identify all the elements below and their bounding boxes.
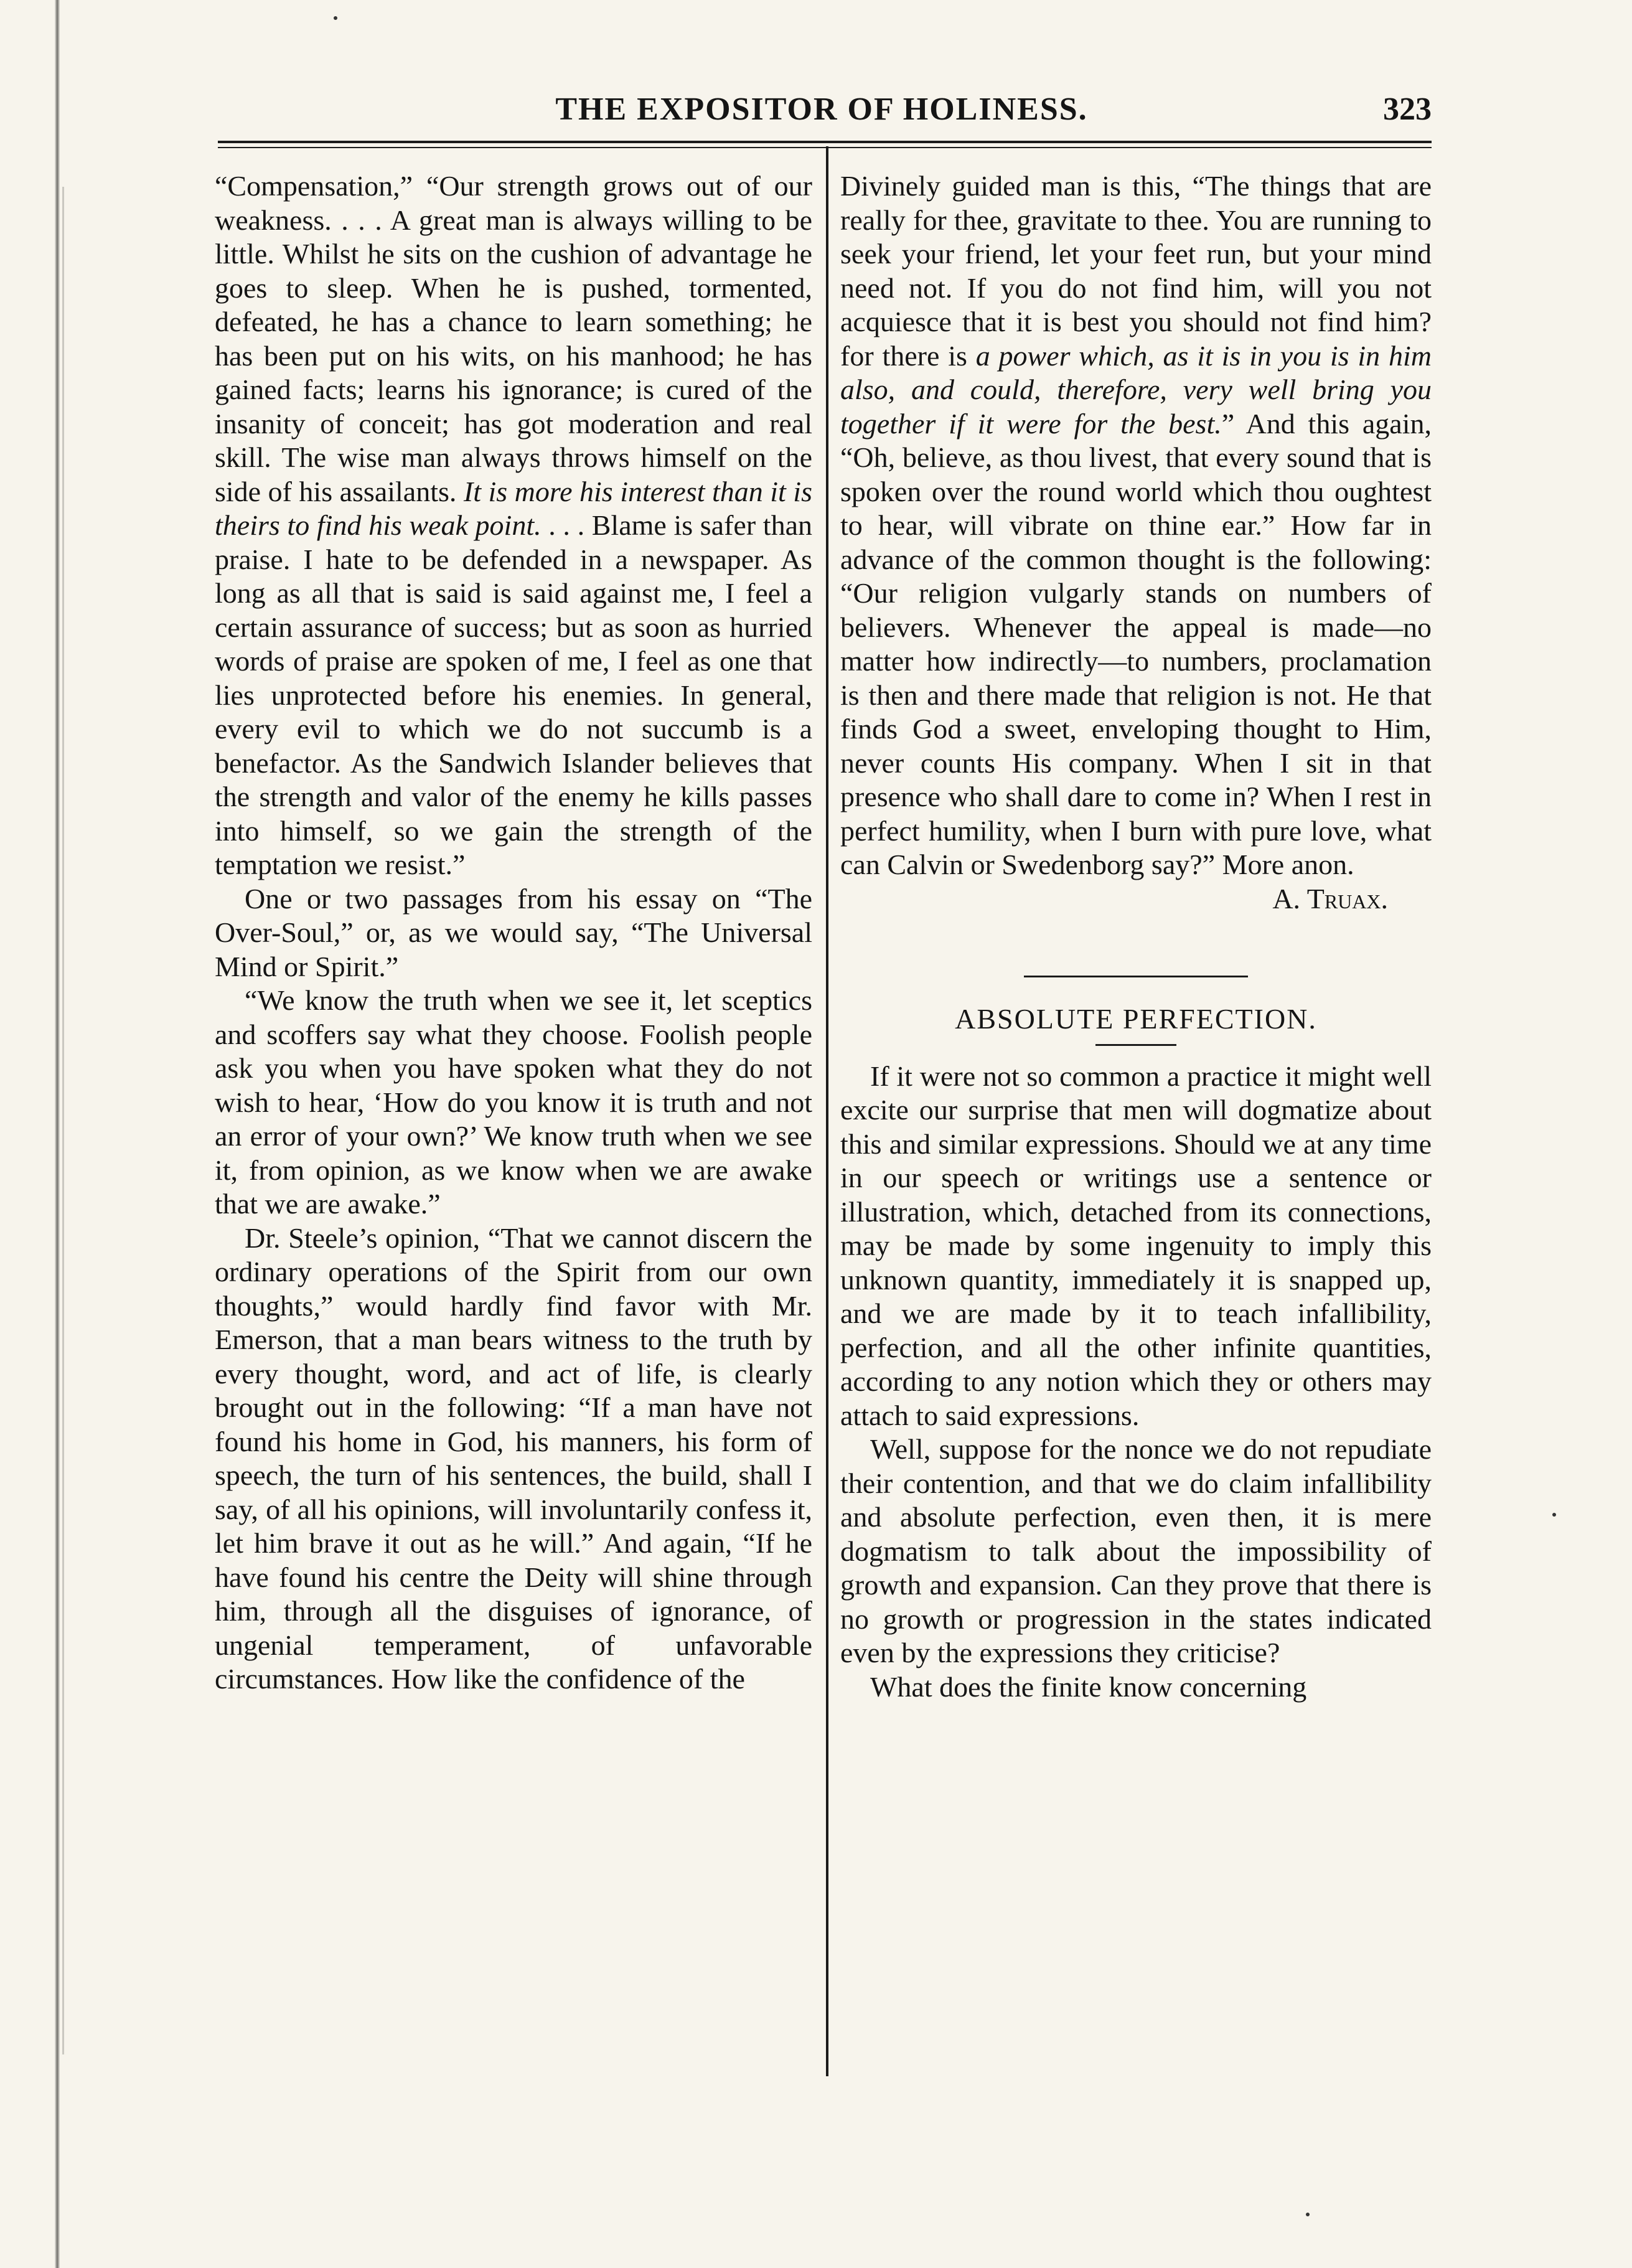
left-column — [215, 169, 812, 1696]
emerson-continuation: Divinely guided man is this, “The things that are really for thee, gravitate to thee. You are running to seek your friend, let your feet run, but your mind need not. If you do not find him, will you not acquiesce that it is best you should not find him? for there is a power which, as it is in you is in him also, and could, therefore, very well bring you together if it were for the best.” And this again, “Oh, believe, as thou livest, that every sound that is spoken over the round world which thou oughtest to hear, will vibrate on thine ear.” How far in advance of the common thought is the following: “Our religion vulgarly stands on numbers of believers. Whenever the appeal is made—no matter how indirectly—to numbers, proclamation is then and there made that religion is not. He that finds God a sweet, enveloping thought to Him, never counts His company. When I sit in that presence who shall dare to come in? When I rest in perfect humility, when I burn with pure love, what can Calvin or Swedenborg say?” More anon. — [840, 170, 1432, 880]
journal-title: THE EXPOSITOR OF HOLINESS. — [555, 92, 1088, 127]
header-rule-bottom — [218, 147, 1432, 148]
over-soul-intro: One or two passages from his essay on “The Over-Soul,” or, as we would say, “The Universal Mind or Spirit.” — [215, 882, 812, 982]
title-rule — [1095, 1044, 1176, 1046]
print-speck — [1306, 2213, 1310, 2216]
print-speck — [334, 16, 337, 20]
article-paragraph-3: What does the finite know concerning — [870, 1670, 1307, 1703]
column-divider — [826, 146, 828, 2076]
header-rule-top — [218, 141, 1432, 143]
right-column — [840, 169, 1432, 1704]
page-binding-edge — [55, 0, 60, 2268]
steele-opinion-paragraph: Dr. Steele’s opinion, “That we cannot discern the ordinary operations of the Spirit from our own thoughts,” would hardly find favor with Mr. Emerson, that a man bears witness to the truth by every thought, word, and act of life, is clearly brought out in the following: “If a man have not found his home in God, his manners, his form of speech, the turn of his sentences, the build, shall I say, of all his opinions, will involuntarily confess it, let him brave it out as he will.” And again, “If he have found his centre the Deity will shine through him, through all the disguises of ignorance, of ungenial temperament, of unfavorable circumstances. How like the confidence of the — [215, 1221, 812, 1695]
over-soul-quote: “We know the truth when we see it, let sceptics and scoffers say what they choose. Foolish people ask you when you have spoken what they do not wish to hear, ‘How do you know it is truth and not an error of your own?’ We know truth when we see it, from opinion, as we know when we are awake that we are awake.” — [215, 984, 812, 1220]
author-signature: A. Truax. — [1272, 882, 1388, 915]
section-separator — [1024, 976, 1248, 977]
article-title: ABSOLUTE PERFECTION. — [955, 1003, 1317, 1035]
emerson-compensation-quote: “Compensation,” “Our strength grows out of our weakness. . . . A great man is always willing to be little. Whilst he sits on the cushion of advantage he goes to sleep. When he is pushed, tormented, defeated, he has a chance to learn something; he has been put on his wits, on his manhood; he has gained facts; learns his ignorance; is cured of the insanity of conceit; has got moderation and real skill. The wise man always throws himself on the side of his assailants. It is more his interest than it is theirs to find his weak point. . . . Blame is safer than praise. I hate to be defended in a newspaper. As long as all that is said is said against me, I feel a certain assurance of success; but as soon as hurried words of praise are spoken of me, I feel as one that lies unprotected before his enemies. In general, every evil to which we do not succumb is a benefactor. As the Sandwich Islander believes that the strength and valor of the enemy he kills passes into himself, so we gain the strength of the temptation we resist.” — [215, 170, 812, 880]
print-speck — [1552, 1513, 1556, 1517]
article-paragraph-1: If it were not so common a practice it might well excite our surprise that men will dogmatize about this and similar expressions. Should we at any time in our speech or writings use a sentence or illustration, which, detached from its connections, may be made by some ingenuity to imply this unknown quantity, immediately it is snapped up, and we are made by it to teach infallibility, perfection, and all the other infinite quantities, according to any notion which they or others may attach to said expressions. — [840, 1060, 1432, 1431]
page-binding-shadow — [62, 187, 64, 2054]
page-number: 323 — [1383, 92, 1432, 127]
article-paragraph-2: Well, suppose for the nonce we do not repudiate their contention, and that we do claim infallibility and absolute perfection, even then, it is mere dogmatism to talk about the impossibility of growth and expansion. Can they prove that there is no growth or progression in the states indicated even by the expressions they criticise? — [840, 1433, 1432, 1668]
running-header — [212, 87, 1432, 137]
